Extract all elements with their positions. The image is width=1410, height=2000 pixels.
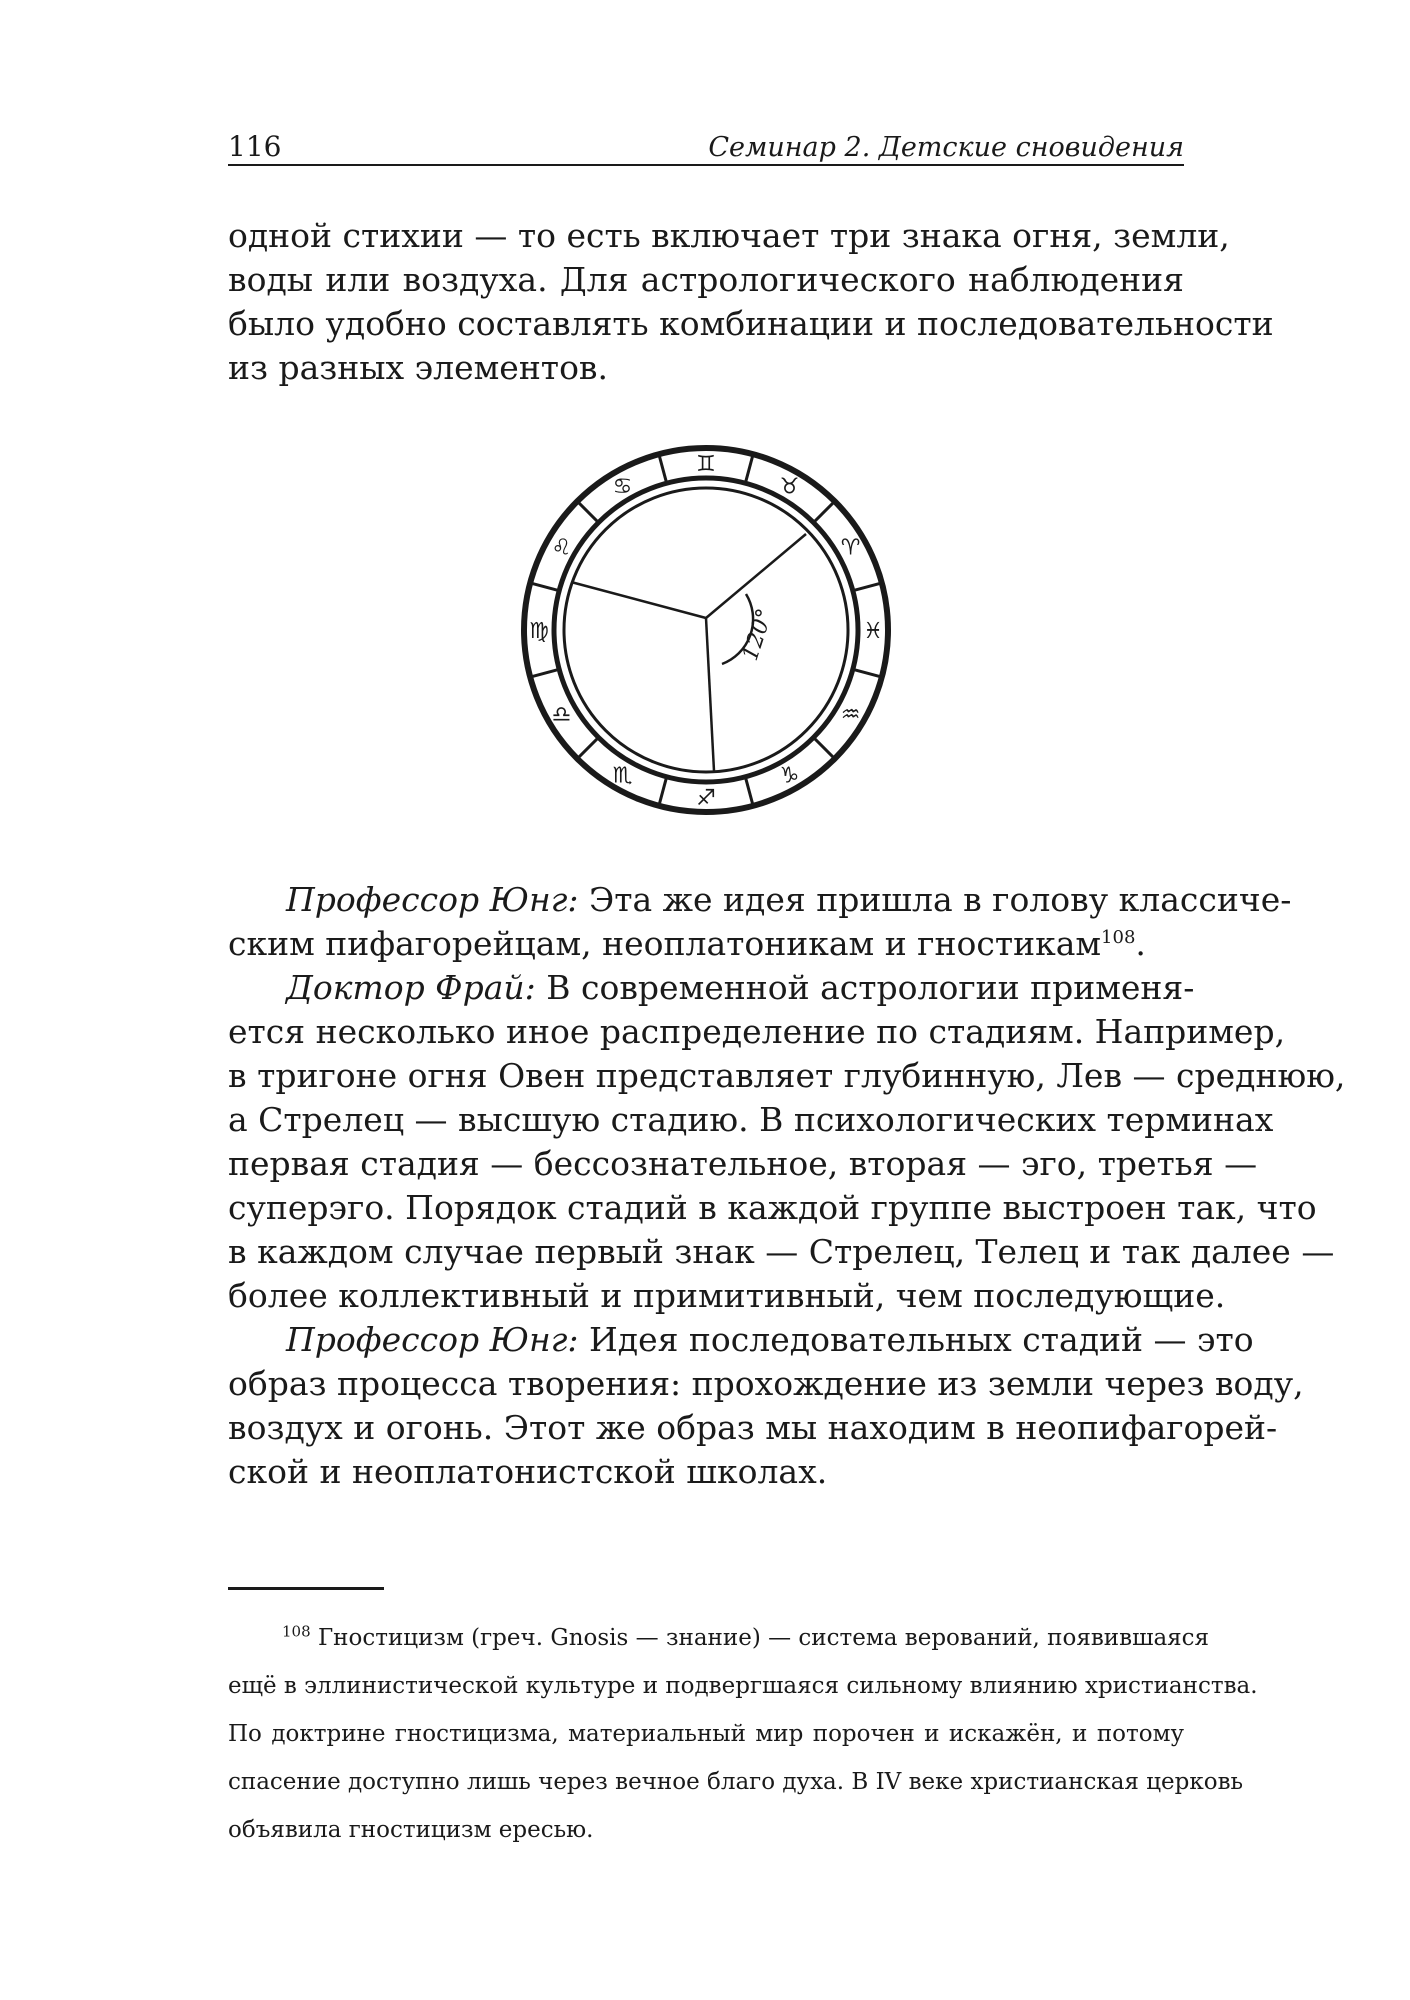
trigon-line	[571, 582, 706, 618]
fry-line: более коллективный и примитивный, чем последующие.	[228, 1276, 1226, 1315]
angle-label: 120°	[737, 605, 779, 664]
footnote-line: спасение доступно лишь через вечное благо духа. В IV веке христианская церковь	[228, 1769, 1244, 1795]
sector-divider	[745, 777, 753, 806]
fry-line: ется несколько иное распределение по стадиям. Например,	[228, 1012, 1286, 1051]
footnote-line	[228, 1614, 1210, 1662]
dialogue-section	[228, 878, 1346, 1494]
sector-divider	[659, 777, 667, 806]
fry-line: в каждом случае первый знак — Стрелец, Телец и так далее —	[228, 1232, 1335, 1271]
intro-line: было удобно составлять комбинации и последовательности	[228, 304, 1274, 343]
sector-divider	[853, 583, 882, 591]
footnote-line: объявила гностицизм ересью.	[228, 1817, 594, 1843]
footnote-line: По доктрине гностицизма, материальный мир порочен и искажён, и потому	[228, 1721, 1184, 1747]
zodiac-sign-icon: ♊	[696, 452, 716, 477]
zodiac-wheel-figure	[516, 430, 896, 830]
sector-divider	[659, 454, 667, 483]
zodiac-sign-icon: ♑	[779, 763, 800, 789]
fry-line: первая стадия — бессознательное, вторая — эго, третья —	[228, 1144, 1258, 1183]
page-number: 116	[228, 130, 282, 163]
zodiac-sign-icon: ♋	[612, 474, 633, 500]
trigon-line	[706, 618, 714, 771]
intro-paragraph	[228, 214, 1274, 390]
jung-text-end: .	[1135, 924, 1146, 963]
speaker-fry: Доктор Фрай:	[286, 968, 536, 1007]
jung-text: ским пифагорейцам, неоплатоникам и гностикам	[228, 924, 1102, 963]
intro-line: воды или воздуха. Для астрологического наблюдения	[228, 260, 1184, 299]
fry-text: В современной астрологии применя-	[546, 968, 1195, 1007]
footnote-divider	[228, 1587, 384, 1590]
sector-divider	[853, 669, 882, 677]
zodiac-sign-icon: ♎	[551, 702, 572, 728]
jung-line: ской и неоплатонистской школах.	[228, 1452, 828, 1491]
footnote-number: 108	[282, 1622, 311, 1641]
fry-line: суперэго. Порядок стадий в каждой группе выстроен так, что	[228, 1188, 1317, 1227]
fry-reply	[228, 966, 1195, 1010]
zodiac-wheel-diagram	[516, 430, 896, 830]
footnote-text: Гностицизм (греч. Gnosis — знание) — система верований, появившаяся	[317, 1625, 1210, 1651]
jung-line: воздух и огонь. Этот же образ мы находим в неопифагорей-	[228, 1408, 1278, 1447]
sector-divider	[745, 454, 753, 483]
speaker-jung: Профессор Юнг:	[286, 1320, 579, 1359]
speaker-jung: Профессор Юнг:	[286, 880, 579, 919]
jung-text: Идея последовательных стадий — это	[589, 1320, 1254, 1359]
zodiac-sign-icon: ♏	[612, 763, 633, 789]
sector-divider	[813, 501, 834, 522]
zodiac-sign-icon: ♈	[840, 535, 861, 561]
jung-line: образ процесса творения: прохождение из земли через воду,	[228, 1364, 1304, 1403]
sector-divider	[577, 737, 598, 758]
intro-line: одной стихии — то есть включает три знака огня, земли,	[228, 216, 1230, 255]
intro-line: из разных элементов.	[228, 348, 608, 387]
running-title: Семинар 2. Детские сновидения	[708, 132, 1184, 163]
fry-line: а Стрелец — высшую стадию. В психологических терминах	[228, 1100, 1274, 1139]
page-header	[228, 124, 1184, 166]
footnote-line: ещё в эллинистической культуре и подвергшаяся сильному влиянию христианства.	[228, 1673, 1258, 1699]
sector-divider	[813, 737, 834, 758]
footnote-ref[interactable]: 108	[1101, 927, 1136, 948]
zodiac-sign-icon: ♓	[863, 619, 883, 644]
jung-reply-2	[228, 1318, 1254, 1362]
zodiac-sign-icon: ♍	[529, 619, 549, 644]
jung-reply-1-line	[228, 922, 1184, 966]
sector-divider	[577, 501, 598, 522]
trigon-line	[706, 534, 806, 618]
footnote-108	[228, 1614, 1258, 1854]
jung-reply-1	[228, 878, 1292, 922]
zodiac-sign-icon: ♐	[696, 786, 716, 811]
zodiac-sign-icon: ♌	[551, 535, 572, 561]
zodiac-sign-icon: ♒	[840, 702, 861, 728]
sector-divider	[530, 669, 559, 677]
fry-line: в тригоне огня Овен представляет глубинную, Лев — среднюю,	[228, 1056, 1346, 1095]
zodiac-sign-icon: ♉	[779, 474, 800, 500]
jung-text: Эта же идея пришла в голову классиче-	[589, 880, 1292, 919]
sector-divider	[530, 583, 559, 591]
